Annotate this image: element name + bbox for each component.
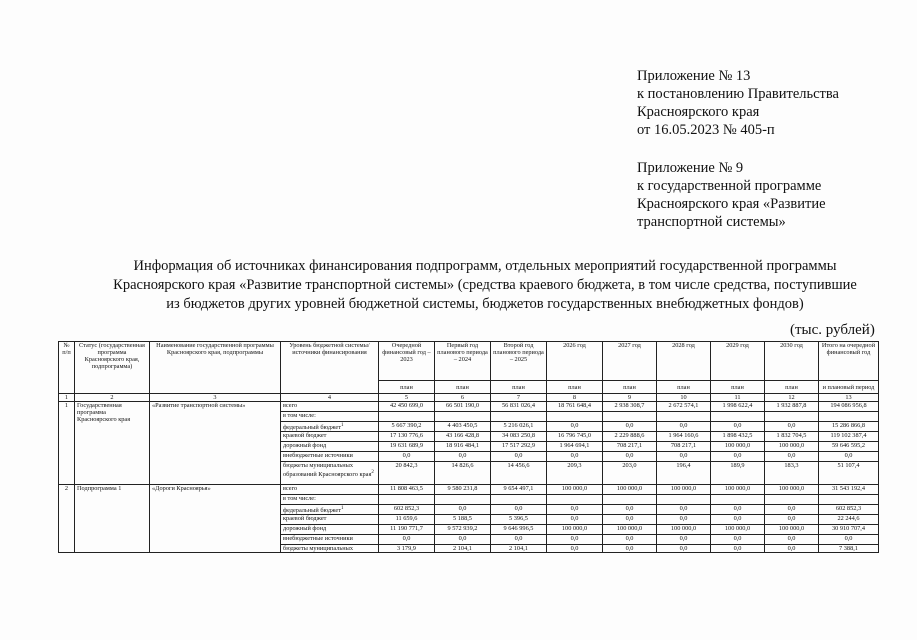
level-cell	[281, 505, 379, 515]
level-cell	[281, 462, 379, 485]
value-cell: 18 761 648,4	[547, 402, 603, 412]
value-cell: 196,4	[657, 462, 711, 485]
value-cell: 11 190 771,7	[379, 525, 435, 535]
appendix-9-line-3: Красноярского края «Развитие	[637, 196, 826, 212]
value-cell: 0,0	[765, 545, 819, 553]
value-cell: 0,0	[491, 505, 547, 515]
value-cell: 15 286 866,8	[819, 422, 879, 432]
value-cell	[819, 495, 879, 505]
value-cell: 0,0	[819, 452, 879, 462]
level-label: краевой бюджет	[283, 515, 327, 523]
value-cell: 0,0	[711, 452, 765, 462]
column-number: 4	[281, 394, 379, 402]
value-cell: 66 501 190,0	[435, 402, 491, 412]
appendix-13-header	[637, 67, 839, 139]
value-cell	[711, 495, 765, 505]
value-cell: 0,0	[819, 535, 879, 545]
column-number: 8	[547, 394, 603, 402]
value-cell	[711, 412, 765, 422]
value-cell: 602 852,3	[819, 505, 879, 515]
value-cell: 34 083 250,8	[491, 432, 547, 442]
level-label: дорожный фонд	[283, 525, 327, 533]
value-cell: 0,0	[657, 422, 711, 432]
value-cell: 9 654 497,1	[491, 485, 547, 495]
value-cell: 189,9	[711, 462, 765, 485]
appendix-9-header	[637, 159, 826, 231]
value-cell: 0,0	[657, 452, 711, 462]
header-level: Уровень бюджетной системы/источники финансирования	[281, 342, 379, 394]
column-number: 10	[657, 394, 711, 402]
value-cell	[379, 412, 435, 422]
title-line-2: Красноярского края «Развитие транспортной системы» (средства краевого бюджета, в том числе средства, поступившие	[113, 277, 857, 293]
row-status-cell: Государственная программа Красноярского края	[75, 402, 150, 485]
header-2029: 2029 год	[711, 342, 765, 381]
level-cell	[281, 432, 379, 442]
value-cell	[657, 495, 711, 505]
value-cell: 16 796 745,0	[547, 432, 603, 442]
value-cell: 0,0	[657, 505, 711, 515]
value-cell	[491, 495, 547, 505]
value-cell: 100 000,0	[547, 525, 603, 535]
value-cell: 0,0	[603, 545, 657, 553]
value-cell	[491, 412, 547, 422]
level-label: внебюджетные источники	[283, 452, 353, 460]
header-2023: Очередной финансовый год – 2023	[379, 342, 435, 381]
header-2026: 2026 год	[547, 342, 603, 381]
value-cell: 17 517 292,9	[491, 442, 547, 452]
value-cell: 0,0	[765, 505, 819, 515]
value-cell: 100 000,0	[765, 525, 819, 535]
value-cell: 59 646 595,2	[819, 442, 879, 452]
row-status-cell: Подпрограмма 1	[75, 485, 150, 553]
level-label: в том числе:	[283, 495, 316, 503]
value-cell	[765, 412, 819, 422]
value-cell: 5 188,5	[435, 515, 491, 525]
row-name-cell: «Дороги Красноярья»	[150, 485, 281, 553]
appendix-9-line-4: транспортной системы»	[637, 214, 786, 230]
value-cell: 0,0	[603, 535, 657, 545]
column-number: 2	[75, 394, 150, 402]
value-cell: 209,3	[547, 462, 603, 485]
value-cell: 0,0	[657, 515, 711, 525]
value-cell: 0,0	[657, 535, 711, 545]
plan-label: план	[547, 381, 603, 394]
value-cell: 0,0	[765, 452, 819, 462]
value-cell: 9 646 996,5	[491, 525, 547, 535]
value-cell: 0,0	[711, 515, 765, 525]
value-cell: 0,0	[547, 505, 603, 515]
column-number: 11	[711, 394, 765, 402]
header-2027: 2027 год	[603, 342, 657, 381]
appendix-13-line-4: от 16.05.2023 № 405-п	[637, 122, 775, 138]
financing-table	[58, 341, 879, 553]
value-cell: 183,3	[765, 462, 819, 485]
title-line-1: Информация об источниках финансирования подпрограмм, отдельных мероприятий государственной программы	[133, 258, 837, 274]
footnote-marker: 2	[371, 470, 374, 476]
value-cell: 0,0	[547, 452, 603, 462]
appendix-13-line-3: Красноярского края	[637, 104, 760, 120]
value-cell: 5 667 390,2	[379, 422, 435, 432]
value-cell	[657, 412, 711, 422]
level-cell	[281, 535, 379, 545]
units-label: (тыс. рублей)	[790, 322, 875, 338]
level-cell	[281, 495, 379, 505]
value-cell: 119 102 387,4	[819, 432, 879, 442]
level-cell	[281, 545, 379, 553]
value-cell: 14 456,6	[491, 462, 547, 485]
value-cell: 2 104,1	[491, 545, 547, 553]
value-cell: 3 179,9	[379, 545, 435, 553]
header-2025: Второй год планового периода – 2025	[491, 342, 547, 381]
value-cell: 0,0	[547, 545, 603, 553]
value-cell: 100 000,0	[711, 442, 765, 452]
value-cell: 0,0	[435, 535, 491, 545]
value-cell: 194 086 956,8	[819, 402, 879, 412]
value-cell: 0,0	[547, 535, 603, 545]
column-number: 9	[603, 394, 657, 402]
value-cell: 0,0	[547, 515, 603, 525]
value-cell: 0,0	[603, 422, 657, 432]
value-cell: 5 216 026,1	[491, 422, 547, 432]
value-cell	[379, 495, 435, 505]
document-title	[60, 257, 910, 314]
value-cell: 5 396,5	[491, 515, 547, 525]
header-2024: Первый год планового периода – 2024	[435, 342, 491, 381]
value-cell: 2 104,1	[435, 545, 491, 553]
value-cell: 100 000,0	[603, 485, 657, 495]
value-cell: 19 631 689,9	[379, 442, 435, 452]
footnote-marker: 1	[340, 506, 344, 512]
plan-label: план	[711, 381, 765, 394]
plan-label: план	[657, 381, 711, 394]
value-cell: 11 808 463,5	[379, 485, 435, 495]
value-cell: 0,0	[379, 535, 435, 545]
value-cell: 20 842,3	[379, 462, 435, 485]
header-2028: 2028 год	[657, 342, 711, 381]
level-label: бюджеты муниципальных образований Красноярского края	[283, 462, 372, 479]
level-label: федеральный бюджет	[283, 507, 341, 515]
column-number: 3	[150, 394, 281, 402]
level-cell	[281, 422, 379, 432]
value-cell: 0,0	[711, 535, 765, 545]
value-cell: 1 932 887,8	[765, 402, 819, 412]
value-cell: 17 130 776,6	[379, 432, 435, 442]
header-name: Наименование государственной программы Красноярского края, подпрограммы	[150, 342, 281, 394]
plan-label: план	[603, 381, 657, 394]
row-num-cell: 2	[59, 485, 75, 553]
value-cell: 0,0	[765, 535, 819, 545]
header-total-cont: и плановый период	[819, 381, 879, 394]
level-label: внебюджетные источники	[283, 535, 353, 543]
level-label: краевой бюджет	[283, 432, 327, 440]
value-cell: 14 826,6	[435, 462, 491, 485]
value-cell: 1 898 432,5	[711, 432, 765, 442]
value-cell: 0,0	[657, 545, 711, 553]
title-line-3: из бюджетов других уровней бюджетной системы, бюджетов государственных внебюджетных фондов)	[166, 296, 804, 312]
value-cell: 4 403 450,5	[435, 422, 491, 432]
value-cell: 100 000,0	[657, 485, 711, 495]
level-cell	[281, 442, 379, 452]
value-cell: 100 000,0	[711, 485, 765, 495]
level-cell	[281, 412, 379, 422]
value-cell: 0,0	[711, 545, 765, 553]
level-cell	[281, 402, 379, 412]
table-body	[59, 402, 879, 553]
value-cell: 31 543 192,4	[819, 485, 879, 495]
level-cell	[281, 452, 379, 462]
value-cell: 0,0	[765, 422, 819, 432]
value-cell: 0,0	[603, 452, 657, 462]
value-cell: 100 000,0	[765, 442, 819, 452]
appendix-13-line-1: Приложение № 13	[637, 68, 751, 84]
value-cell: 2 938 308,7	[603, 402, 657, 412]
header-2030: 2030 год	[765, 342, 819, 381]
column-numbers-row	[59, 394, 879, 402]
column-number: 7	[491, 394, 547, 402]
value-cell: 0,0	[491, 535, 547, 545]
value-cell: 51 107,4	[819, 462, 879, 485]
value-cell: 100 000,0	[657, 525, 711, 535]
plan-label: план	[765, 381, 819, 394]
value-cell: 708 217,1	[657, 442, 711, 452]
table-row	[59, 485, 879, 495]
value-cell	[603, 412, 657, 422]
value-cell: 0,0	[711, 422, 765, 432]
level-cell	[281, 485, 379, 495]
header-status: Статус (государственная программа Красноярского края, подпрограмма)	[75, 342, 150, 394]
value-cell: 56 831 026,4	[491, 402, 547, 412]
value-cell: 2 229 888,6	[603, 432, 657, 442]
column-number: 12	[765, 394, 819, 402]
value-cell: 100 000,0	[547, 485, 603, 495]
value-cell: 2 672 574,1	[657, 402, 711, 412]
row-name-cell: «Развитие транспортной системы»	[150, 402, 281, 485]
value-cell: 100 000,0	[711, 525, 765, 535]
value-cell: 0,0	[491, 452, 547, 462]
value-cell: 100 000,0	[765, 485, 819, 495]
column-number: 13	[819, 394, 879, 402]
level-label: бюджеты муниципальных	[283, 545, 354, 553]
level-cell	[281, 515, 379, 525]
level-label: дорожный фонд	[283, 442, 327, 450]
value-cell: 43 166 428,8	[435, 432, 491, 442]
value-cell: 18 916 484,1	[435, 442, 491, 452]
value-cell	[435, 495, 491, 505]
value-cell: 0,0	[379, 452, 435, 462]
value-cell: 602 852,3	[379, 505, 435, 515]
header-total: Итого на очередной финансовый год	[819, 342, 879, 381]
column-number: 1	[59, 394, 75, 402]
value-cell: 0,0	[603, 505, 657, 515]
header-num: № п/п	[59, 342, 75, 394]
value-cell: 203,0	[603, 462, 657, 485]
plan-label: план	[491, 381, 547, 394]
value-cell: 22 244,6	[819, 515, 879, 525]
value-cell	[765, 495, 819, 505]
value-cell: 30 910 707,4	[819, 525, 879, 535]
value-cell: 100 000,0	[603, 525, 657, 535]
value-cell	[819, 412, 879, 422]
value-cell	[547, 412, 603, 422]
value-cell: 1 964 694,1	[547, 442, 603, 452]
value-cell: 0,0	[547, 422, 603, 432]
level-label: в том числе:	[283, 412, 316, 419]
table-row	[59, 402, 879, 412]
value-cell: 1 964 160,6	[657, 432, 711, 442]
value-cell	[435, 412, 491, 422]
value-cell: 11 659,6	[379, 515, 435, 525]
value-cell: 1 832 704,5	[765, 432, 819, 442]
value-cell: 0,0	[765, 515, 819, 525]
value-cell: 0,0	[435, 505, 491, 515]
value-cell	[547, 495, 603, 505]
appendix-9-line-2: к государственной программе	[637, 178, 822, 194]
value-cell	[603, 495, 657, 505]
level-label: всего	[283, 485, 298, 493]
level-cell	[281, 525, 379, 535]
value-cell: 0,0	[711, 505, 765, 515]
column-number: 5	[379, 394, 435, 402]
level-label: всего	[283, 402, 298, 409]
appendix-9-line-1: Приложение № 9	[637, 160, 744, 176]
column-number: 6	[435, 394, 491, 402]
value-cell: 9 580 231,8	[435, 485, 491, 495]
plan-label: план	[435, 381, 491, 394]
value-cell: 0,0	[435, 452, 491, 462]
appendix-13-line-2: к постановлению Правительства	[637, 86, 839, 102]
footnote-marker: 1	[340, 423, 344, 428]
value-cell: 9 572 939,2	[435, 525, 491, 535]
row-num-cell: 1	[59, 402, 75, 485]
level-label: федеральный бюджет	[283, 424, 341, 432]
value-cell: 708 217,1	[603, 442, 657, 452]
value-cell: 42 450 699,0	[379, 402, 435, 412]
value-cell: 0,0	[603, 515, 657, 525]
plan-label: план	[379, 381, 435, 394]
value-cell: 7 388,1	[819, 545, 879, 553]
value-cell: 1 998 622,4	[711, 402, 765, 412]
